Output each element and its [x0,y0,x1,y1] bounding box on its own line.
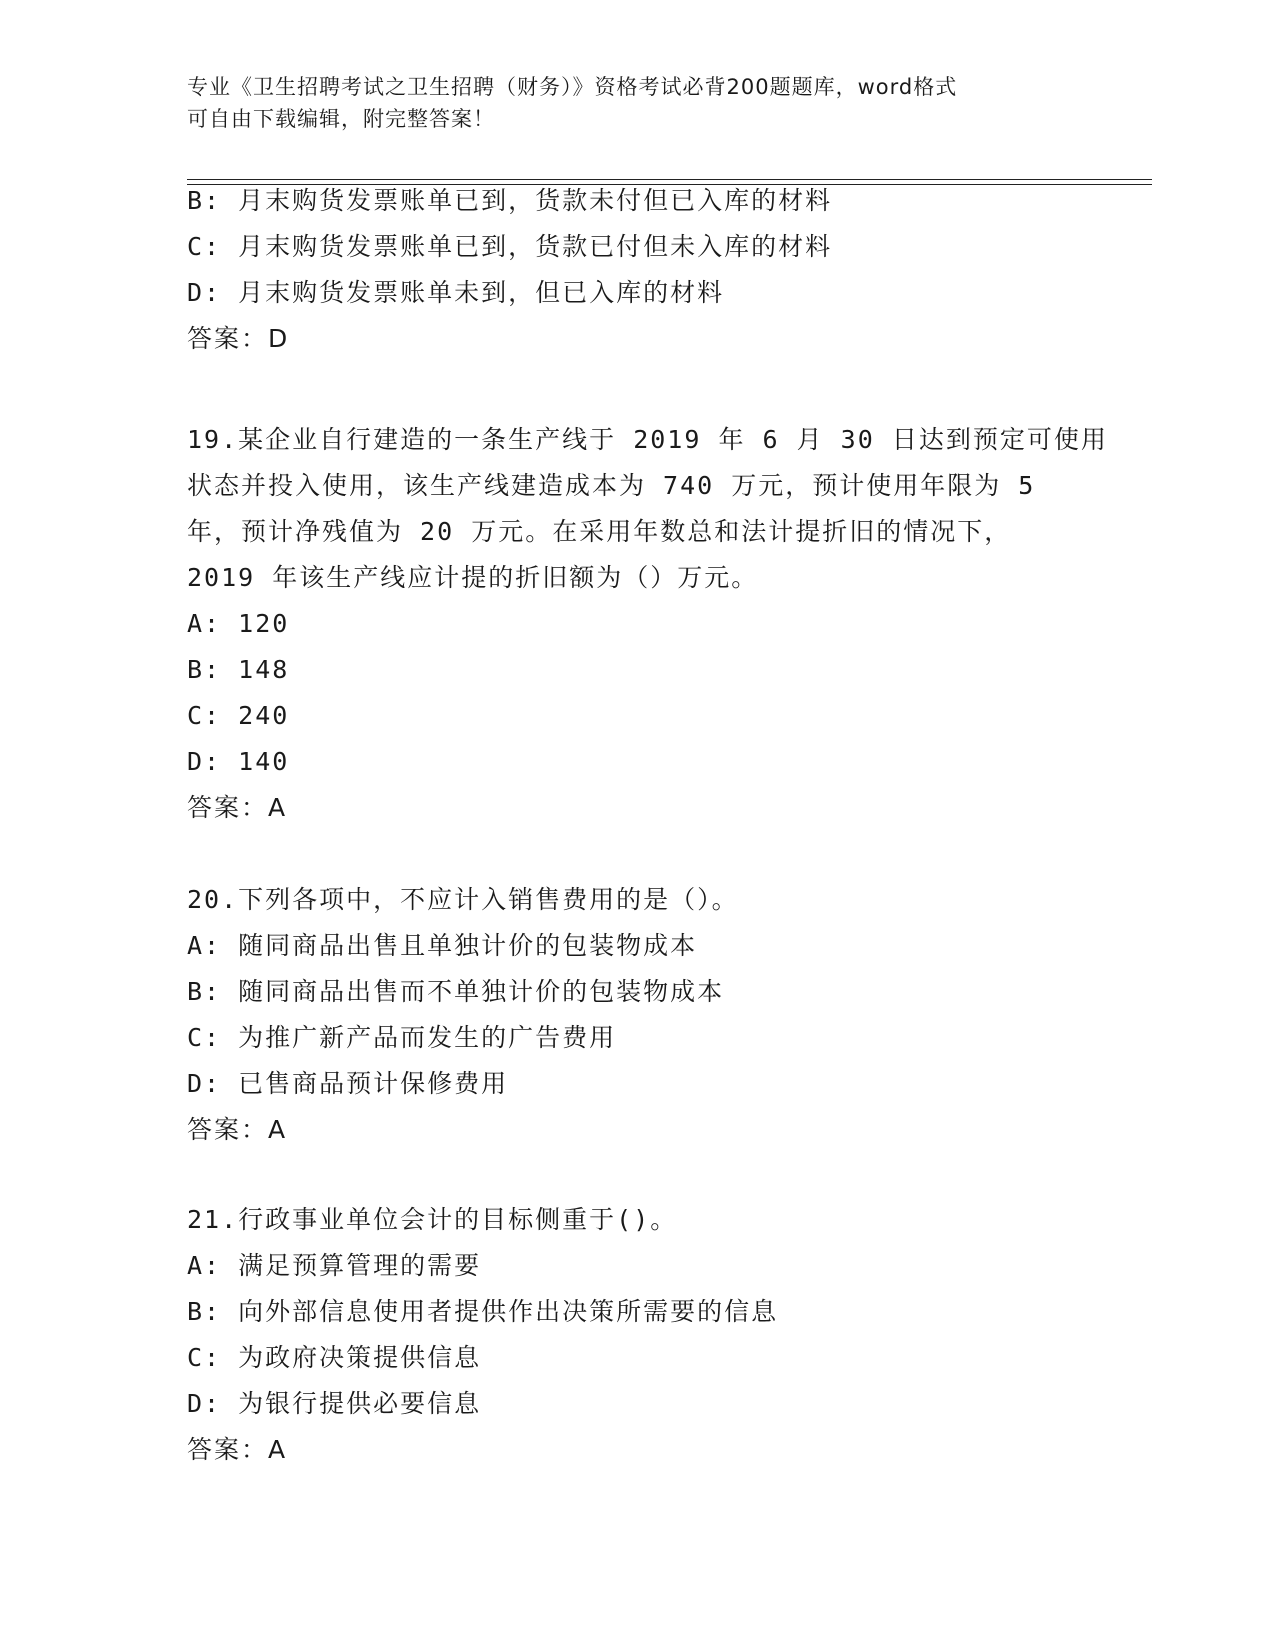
q20-answer: 答案：A [187,1115,288,1144]
q21-option-d: D: 为银行提供必要信息 [187,1389,482,1418]
q21-option-a: A: 满足预算管理的需要 [187,1251,482,1280]
question-21 [187,1197,1087,1473]
q19-option-a: A: 120 [187,609,290,638]
q18-option-b: B: 月末购货发票账单已到，货款未付但已入库的材料 [187,186,833,215]
header-title-line-2: 可自由下载编辑，附完整答案！ [187,107,495,131]
q19-option-d: D: 140 [187,747,290,776]
document-header [187,71,1077,135]
q18-answer: 答案：D [187,324,290,353]
q21-stem: 21.行政事业单位会计的目标侧重于()。 [187,1205,678,1234]
question-19 [187,417,1108,831]
q19-stem-line-1: 19.某企业自行建造的一条生产线于 2019 年 6 月 30 日达到预定可使用 [187,425,1108,454]
q19-stem-line-4: 2019 年该生产线应计提的折旧额为（）万元。 [187,563,759,592]
q19-stem-line-2: 状态并投入使用，该生产线建造成本为 740 万元，预计使用年限为 5 [187,471,1036,500]
q20-option-b: B: 随同商品出售而不单独计价的包装物成本 [187,977,725,1006]
q21-answer: 答案：A [187,1435,288,1464]
q20-option-d: D: 已售商品预计保修费用 [187,1069,509,1098]
q19-option-b: B: 148 [187,655,290,684]
q20-option-a: A: 随同商品出售且单独计价的包装物成本 [187,931,698,960]
q19-answer: 答案：A [187,793,288,822]
q19-option-c: C: 240 [187,701,290,730]
q20-stem: 20.下列各项中，不应计入销售费用的是（）。 [187,885,739,914]
q20-option-c: C: 为推广新产品而发生的广告费用 [187,1023,617,1052]
q18-option-c: C: 月末购货发票账单已到，货款已付但未入库的材料 [187,232,833,261]
question-18-tail [187,178,1087,362]
q21-option-c: C: 为政府决策提供信息 [187,1343,482,1372]
q21-option-b: B: 向外部信息使用者提供作出决策所需要的信息 [187,1297,779,1326]
question-20 [187,877,1087,1153]
q18-option-d: D: 月末购货发票账单未到，但已入库的材料 [187,278,725,307]
q19-stem-line-3: 年，预计净残值为 20 万元。在采用年数总和法计提折旧的情况下， [187,517,1012,546]
header-title-line-1: 专业《卫生招聘考试之卫生招聘（财务）》资格考试必背200题题库，word格式 [187,75,958,99]
